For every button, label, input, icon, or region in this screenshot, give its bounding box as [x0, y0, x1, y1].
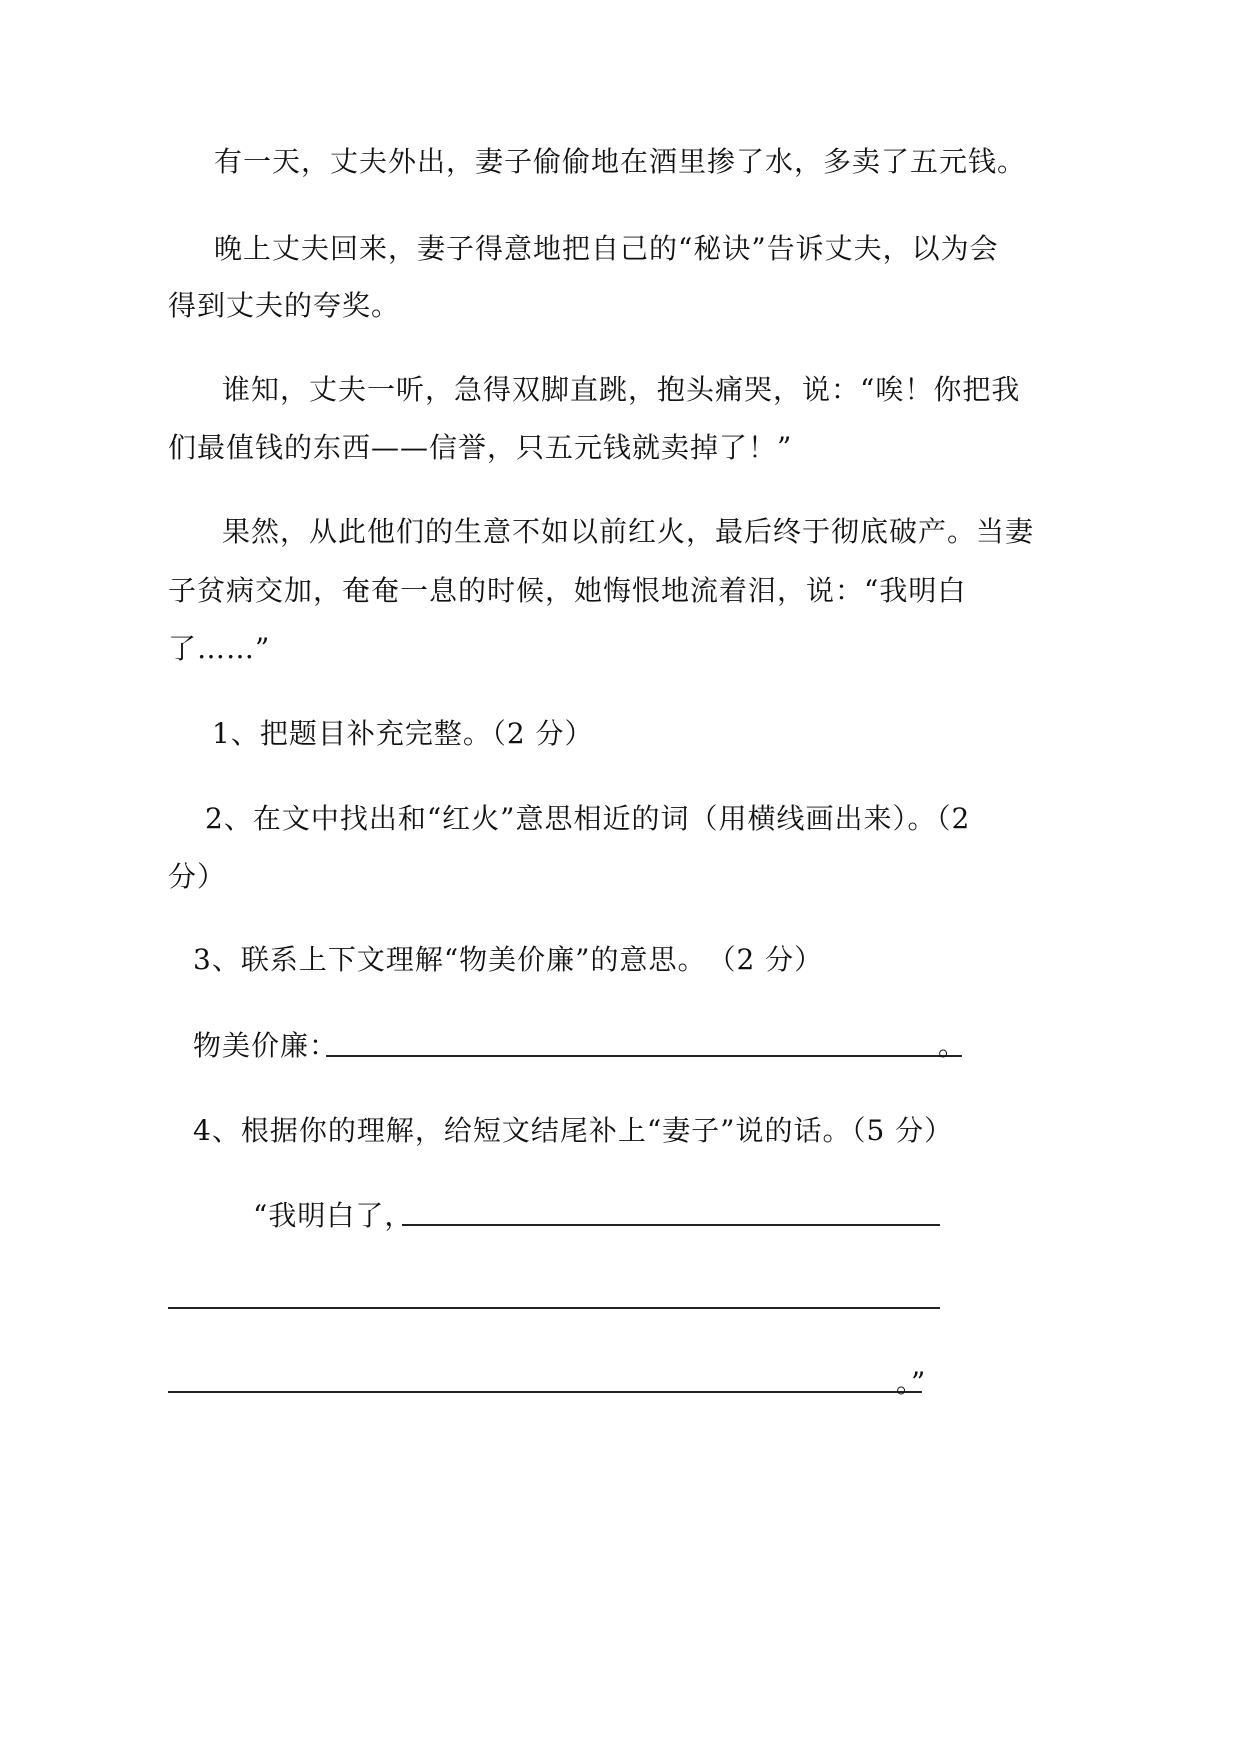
question-4-answer-start: “我明白了，: [253, 1199, 414, 1232]
question-4-answer-blank-2[interactable]: [168, 1307, 940, 1309]
passage-paragraph-3-line-1: 谁知，丈夫一听，急得双脚直跳，抱头痛哭，说：“唉！你把我: [222, 373, 1021, 406]
passage-paragraph-4-line-1: 果然，从此他们的生意不如以前红火，最后终于彻底破产。当妻: [222, 515, 1035, 548]
question-4-answer-end: 。”: [896, 1366, 927, 1399]
passage-paragraph-4-line-3: 了……”: [168, 632, 271, 665]
passage-paragraph-4-line-2: 子贫病交加，奄奄一息的时候，她悔恨地流着泪，说：“我明白: [168, 574, 967, 607]
passage-paragraph-2-line-2: 得到丈夫的夸奖。: [168, 289, 401, 322]
question-4-answer-blank-3[interactable]: [168, 1391, 922, 1393]
question-3-answer-end: 。: [938, 1029, 968, 1062]
passage-paragraph-1: 有一天，丈夫外出，妻子偷偷地在酒里掺了水，多卖了五元钱。: [214, 145, 1027, 178]
question-4: 4、根据你的理解，给短文结尾补上“妻子”说的话。（5 分）: [193, 1114, 954, 1147]
question-3: 3、联系上下文理解“物美价廉”的意思。 （2 分）: [193, 943, 824, 976]
question-3-answer-blank[interactable]: [326, 1055, 962, 1057]
question-4-answer-blank-1[interactable]: [402, 1224, 940, 1226]
question-1: 1、把题目补充完整。（2 分）: [212, 717, 594, 750]
question-2-line-2: 分）: [168, 860, 227, 893]
passage-paragraph-2-line-1: 晚上丈夫回来，妻子得意地把自己的“秘诀”告诉丈夫，以为会: [214, 232, 999, 265]
passage-paragraph-3-line-2: 们最值钱的东西——信誉，只五元钱就卖掉了！”: [168, 431, 793, 464]
question-2-line-1: 2、在文中找出和“红火”意思相近的词（用横线画出来）。（2: [205, 802, 971, 835]
question-3-answer-row: [193, 1026, 338, 1066]
question-3-answer-label: 物美价廉：: [193, 1029, 339, 1062]
